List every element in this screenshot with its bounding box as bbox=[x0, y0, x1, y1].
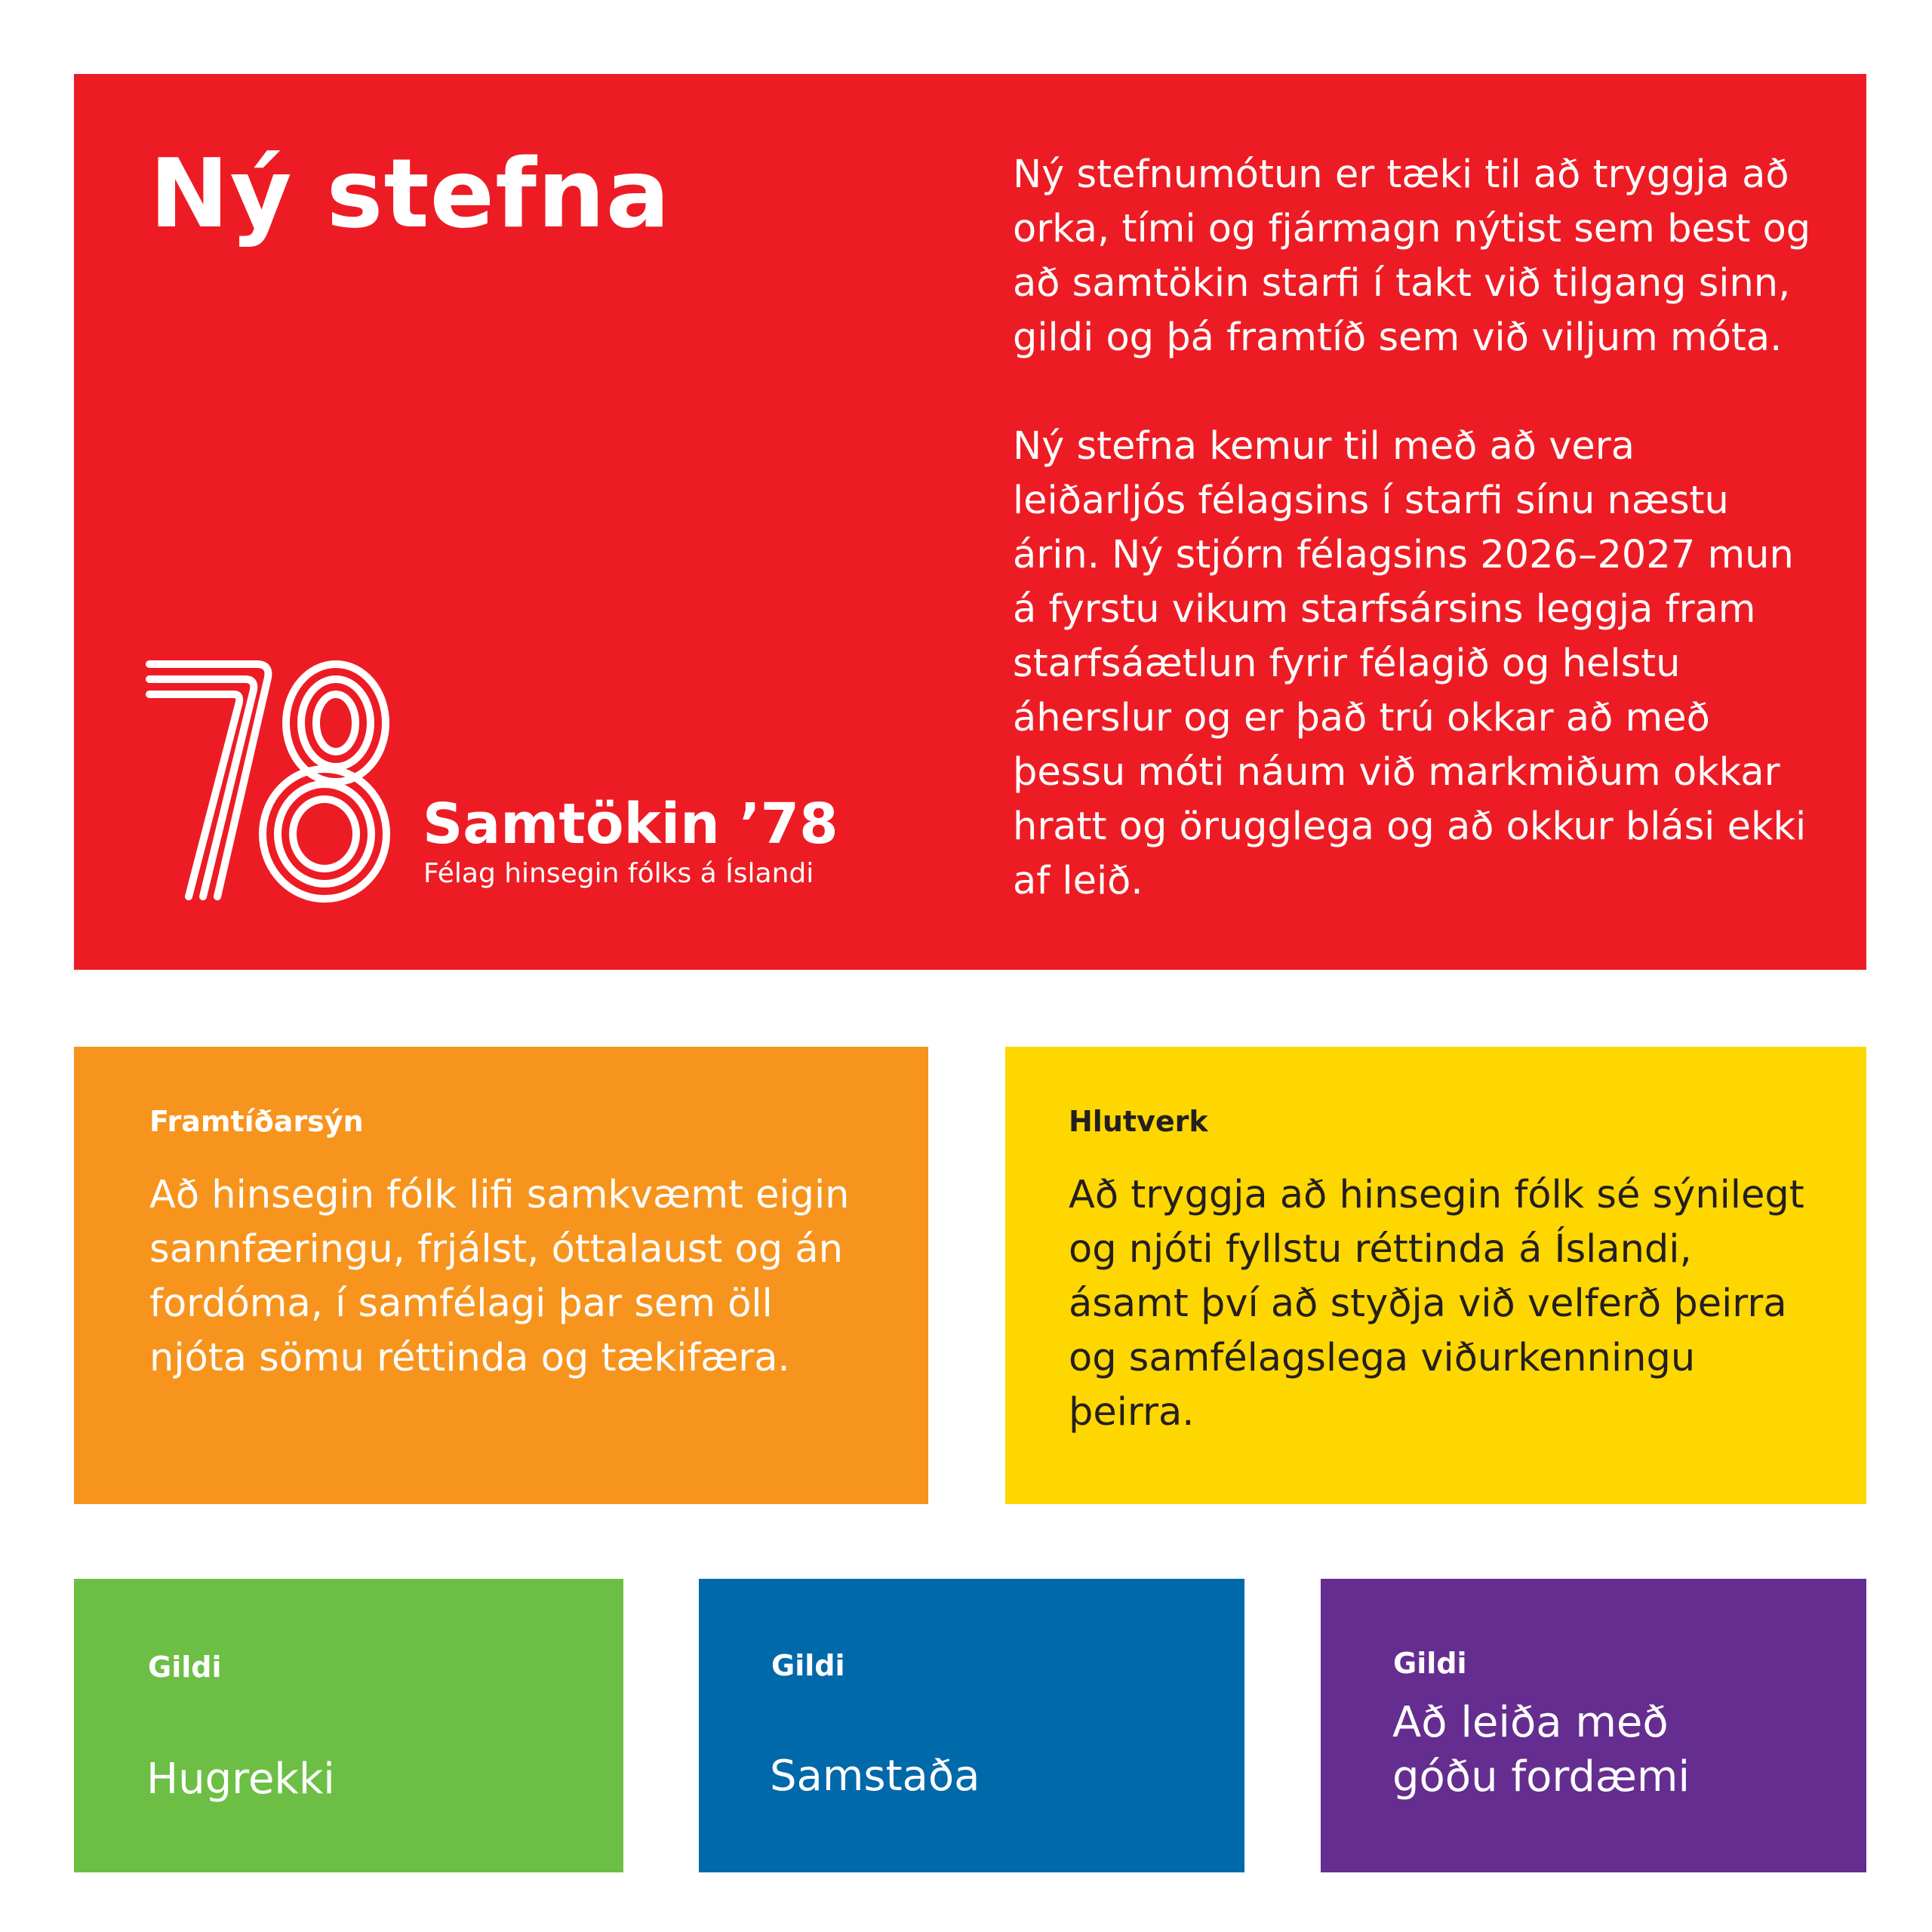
intro-paragraph: Ný stefnumótun er tæki til að tryggja að orka, tími og fjármagn nýtist sem best og að samtökin starfi í takt við tilgang sinn, gildi og þá framtíð sem við viljum móta. bbox=[1013, 152, 1811, 360]
value-label: Gildi bbox=[771, 1649, 845, 1682]
value-label: Gildi bbox=[148, 1651, 222, 1684]
value-text bbox=[1392, 1696, 1690, 1804]
vision-label: Framtíðarsýn bbox=[149, 1105, 364, 1138]
vision-text: Að hinsegin fólk lifi samkvæmt eigin sannfæringu, frjálst, óttalaust og án fordóma, í samfélagi þar sem öll njóta sömu réttinda og tækifæra. bbox=[149, 1173, 850, 1380]
samtokin-78-logo bbox=[143, 657, 400, 906]
value-text: Samstaða bbox=[770, 1752, 980, 1801]
value-label: Gildi bbox=[1393, 1647, 1467, 1680]
logo-name: Samtökin ’78 bbox=[423, 792, 838, 857]
value-card-blue bbox=[699, 1579, 1244, 1872]
value-card-green bbox=[74, 1579, 623, 1872]
mission-label: Hlutverk bbox=[1069, 1105, 1208, 1138]
value-text: Hugrekki bbox=[146, 1755, 335, 1804]
value-text-line: góðu fordæmi bbox=[1392, 1752, 1690, 1801]
intro-text bbox=[1013, 148, 1813, 909]
page-title: Ný stefna bbox=[149, 138, 671, 249]
value-text-line: Að leiða með bbox=[1392, 1698, 1669, 1747]
intro-paragraph: Ný stefna kemur til með að vera leiðarljós félagsins í starfi sínu næstu árin. Ný stjórn félagsins 2026–2027 mun á fyrstu vikum starfsársins leggja fram starfsáætlun fyrir félagið og helstu áherslur og er það trú okkar að með þessu móti náum við markmiðum okkar hratt og örugglega og að okkur blási ekki af leið. bbox=[1013, 424, 1807, 903]
logo-tagline: Félag hinsegin fólks á Íslandi bbox=[423, 858, 814, 889]
mission-text: Að tryggja að hinsegin fólk sé sýnilegt og njóti fyllstu réttinda á Íslandi, ásamt því að styðja við velferð þeirra og samfélagslega viðurkenningu þeirra. bbox=[1069, 1173, 1804, 1435]
